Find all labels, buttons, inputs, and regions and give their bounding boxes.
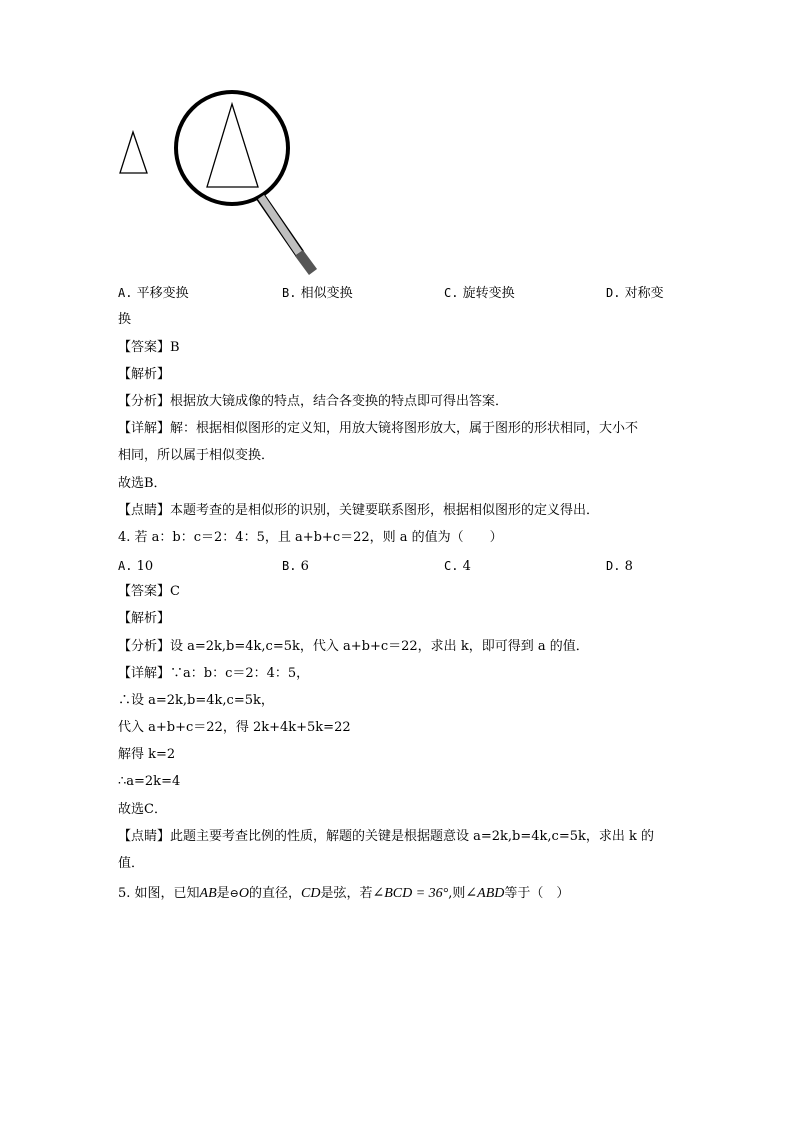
- q4-option-c[interactable]: [444, 557, 471, 576]
- q5-text: 是弦，若: [320, 886, 373, 901]
- option-letter: C.: [444, 286, 459, 300]
- q5-text: 是: [216, 886, 230, 901]
- magnifier-handle: [260, 196, 313, 272]
- option-text: 8: [624, 559, 633, 574]
- magnified-triangle: [207, 104, 258, 187]
- q4-stem: 4. 若 a：b：c＝2：4：5，且 a+b+c＝22，则 a 的值为（ ）: [118, 530, 503, 545]
- segment-ab: AB: [199, 886, 217, 901]
- circle-center-o: O: [238, 886, 250, 901]
- small-triangle: [120, 132, 147, 173]
- q3-option-d[interactable]: [606, 284, 664, 303]
- option-text: 10: [136, 559, 154, 574]
- q3-detail-line-2: 相同，所以属于相似变换．: [118, 448, 275, 463]
- option-letter: A.: [118, 286, 133, 300]
- magnifier-figure: [0, 0, 794, 280]
- option-text: 旋转变换: [462, 286, 515, 301]
- q4-detail-line-5: ∴a=2k=4: [118, 774, 181, 789]
- q5-text: 的直径，: [249, 886, 302, 901]
- q4-option-a[interactable]: [118, 557, 153, 576]
- q3-option-c[interactable]: [444, 284, 515, 303]
- q3-answer: 【答案】B: [118, 340, 180, 355]
- option-text: 4: [462, 559, 471, 574]
- q3-option-a[interactable]: [118, 284, 189, 303]
- q4-detail-line-3: 代入 a+b+c＝22，得 2k+4k+5k=22: [118, 720, 351, 735]
- q4-detail-line-4: 解得 k=2: [118, 747, 176, 762]
- option-text: 相似变换: [300, 286, 353, 301]
- q4-option-b[interactable]: [282, 557, 309, 576]
- option-letter: B.: [282, 559, 297, 573]
- q4-dianjing-line-1: 【点睛】此题主要考查比例的性质，解题的关键是根据题意设 a=2k,b=4k,c=5k，求出 k 的: [118, 829, 655, 844]
- q4-dianjing-line-2: 值．: [118, 856, 145, 871]
- q5-text: ,则: [448, 886, 466, 901]
- q3-option-b[interactable]: [282, 284, 353, 303]
- q3-fenxi: 【分析】根据放大镜成像的特点，结合各变换的特点即可得出答案．: [118, 394, 509, 409]
- q5-text: 5. 如图，已知: [118, 886, 200, 901]
- option-letter: D.: [606, 286, 621, 300]
- q3-option-d-wrap: 换: [118, 312, 132, 327]
- q5-text: 等于（ ）: [504, 886, 570, 901]
- angle-bcd: ∠BCD = 36°: [372, 886, 449, 901]
- q4-answer: 【答案】C: [118, 584, 180, 599]
- option-text: 6: [300, 559, 309, 574]
- q3-detail-line-1: 【详解】解：根据相似图形的定义知，用放大镜将图形放大，属于图形的形状相同，大小不: [118, 421, 639, 436]
- angle-abd: ∠ABD: [465, 886, 505, 901]
- q4-detail-line-2: ∴设 a=2k,b=4k,c=5k，: [118, 693, 274, 708]
- circle-symbol: ⊖: [229, 887, 239, 900]
- q4-option-d[interactable]: [606, 557, 633, 576]
- chord-cd: CD: [301, 886, 321, 901]
- option-letter: D.: [606, 559, 621, 573]
- q4-analysis-heading: 【解析】: [118, 611, 171, 626]
- q3-choose: 故选B．: [118, 476, 167, 491]
- q3-analysis-heading: 【解析】: [118, 367, 171, 382]
- q4-fenxi: 【分析】设 a=2k,b=4k,c=5k，代入 a+b+c＝22，求出 k，即可得到 a 的值．: [118, 639, 589, 654]
- q5-stem: [118, 885, 569, 903]
- option-text: 平移变换: [136, 286, 189, 301]
- option-text: 对称变: [624, 286, 664, 301]
- q4-choose: 故选C．: [118, 802, 167, 817]
- option-letter: B.: [282, 286, 297, 300]
- q3-dianjing: 【点睛】本题考查的是相似形的识别，关键要联系图形，根据相似图形的定义得出．: [118, 503, 600, 518]
- option-letter: C.: [444, 559, 459, 573]
- q4-detail-line-1: 【详解】∵a：b：c＝2：4：5，: [118, 666, 310, 681]
- option-letter: A.: [118, 559, 133, 573]
